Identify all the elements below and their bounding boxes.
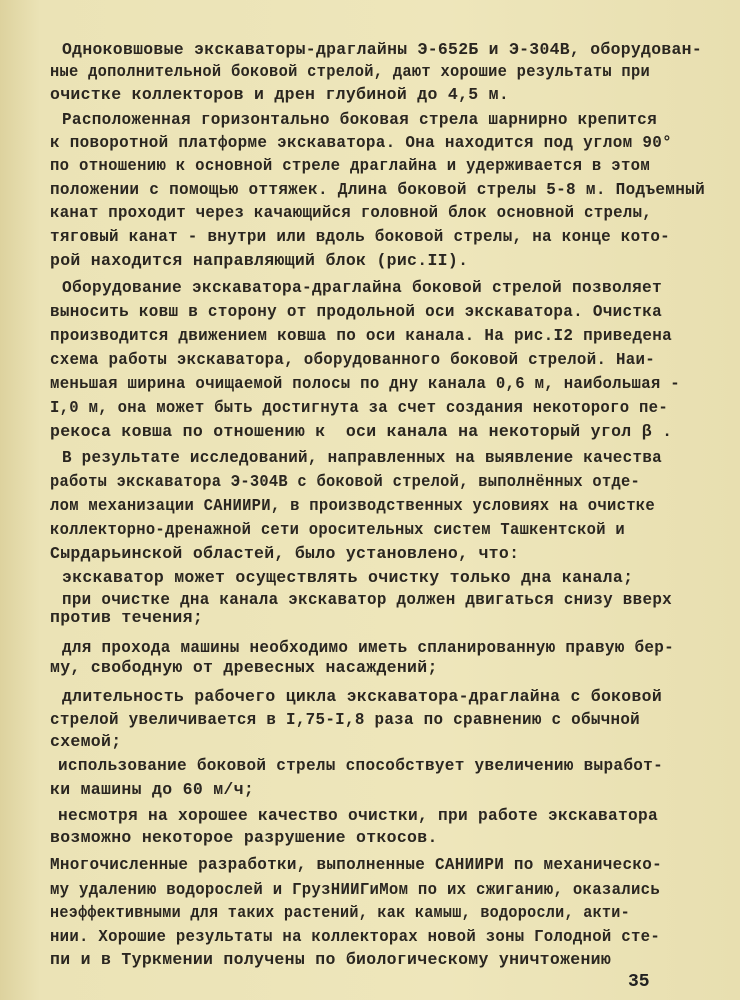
text-line: схемой; [50, 732, 122, 751]
text-line: пи и в Туркмении получены по биологическому уничтожению [50, 950, 612, 969]
text-line: Многочисленные разработки, выполненные САНИИРИ по механическо- [50, 855, 662, 874]
page-number: 35 [628, 972, 650, 992]
text-line: ные дополнительной боковой стрелой, дают хорошие результаты при [50, 62, 650, 81]
text-line: против течения; [50, 608, 204, 627]
text-line: по отношению к основной стреле драглайна и удерживается в этом [50, 156, 650, 175]
text-line: использование боковой стрелы способствует увеличению выработ- [58, 756, 663, 775]
text-line: экскаватор может осуществлять очистку только дна канала; [62, 568, 634, 587]
text-line: длительность рабочего цикла экскаватора-драглайна с боковой [62, 687, 662, 706]
text-line: Оборудование экскаватора-драглайна боковой стрелой позволяет [62, 278, 662, 297]
text-line: му удалению водорослей и ГрузНИИГиМом по их сжиганию, оказались [50, 880, 660, 899]
text-line: выносить ковш в сторону от продольной оси экскаватора. Очистка [50, 302, 662, 321]
text-line: нии. Хорошие результаты на коллекторах новой зоны Голодной сте- [50, 927, 660, 946]
text-line: Расположенная горизонтально боковая стрела шарнирно крепится [62, 110, 657, 129]
text-line: канат проходит через качающийся головной блок основной стрелы, [50, 203, 652, 222]
text-line: рой находится направляющий блок (рис.II). [50, 251, 469, 270]
text-line: стрелой увеличивается в I,75-I,8 раза по сравнению с обычной [50, 710, 640, 729]
text-line: к поворотной платформе экскаватора. Она находится под углом 90° [50, 133, 672, 152]
text-line: Одноковшовые экскаваторы-драглайны Э-652Б и Э-304В, оборудован- [62, 40, 702, 59]
text-line: схема работы экскаватора, оборудованного боковой стрелой. Наи- [50, 350, 655, 369]
text-line: для прохода машины необходимо иметь спланированную правую бер- [62, 638, 674, 657]
text-line: коллекторно-дренажной сети оросительных систем Ташкентской и [50, 520, 625, 539]
text-line: очистке коллекторов и дрен глубиной до 4,5 м. [50, 85, 510, 104]
text-line: работы экскаватора Э-304В с боковой стрелой, выполнённых отде- [50, 472, 640, 491]
text-line: тяговый канат - внутри или вдоль боковой стрелы, на конце кото- [50, 227, 670, 246]
text-line: несмотря на хорошее качество очистки, при работе экскаватора [58, 806, 658, 825]
text-line: ки машины до 60 м/ч; [50, 780, 255, 799]
text-line: В результате исследований, направленных на выявление качества [62, 448, 662, 467]
text-line: му, свободную от древесных насаждений; [50, 658, 438, 677]
text-line: возможно некоторое разрушение откосов. [50, 828, 438, 847]
text-line: неэффективными для таких растений, как камыш, водоросли, акти- [50, 903, 630, 922]
text-line: рекоса ковша по отношению к оси канала на некоторый угол β . [50, 422, 673, 441]
text-line: Сырдарьинской областей, было установлено, что: [50, 544, 520, 563]
text-line: производится движением ковша по оси канала. На рис.I2 приведена [50, 326, 672, 345]
text-line: меньшая ширина очищаемой полосы по дну канала 0,6 м, наибольшая - [50, 374, 680, 393]
text-line: при очистке дна канала экскаватор должен двигаться снизу вверх [62, 590, 672, 609]
text-line: лом механизации САНИИРИ, в производственных условиях на очистке [50, 496, 655, 515]
text-line: положении с помощью оттяжек. Длина боковой стрелы 5-8 м. Подъемный [50, 180, 705, 199]
text-line: I,0 м, она может быть достигнута за счет создания некоторого пе- [50, 398, 668, 417]
